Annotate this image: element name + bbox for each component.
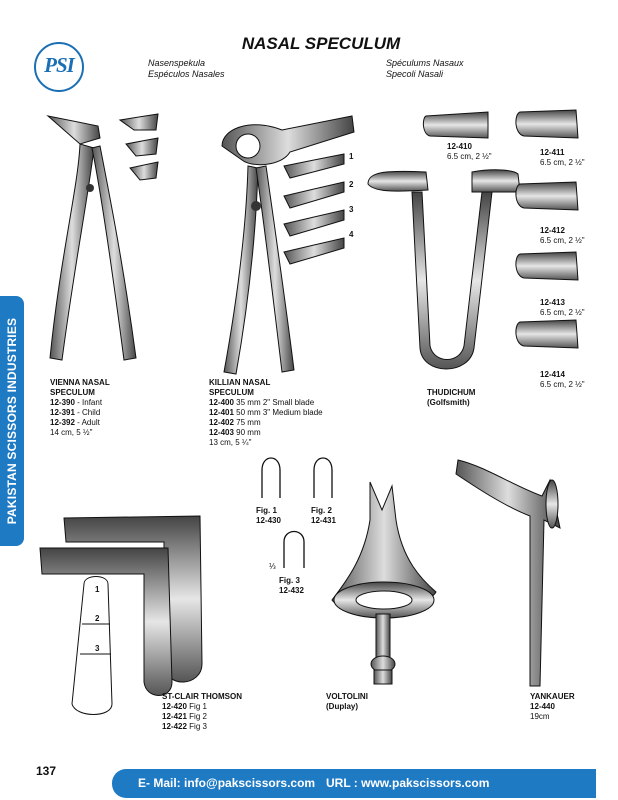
footer-url[interactable]: URL : www.pakscissors.com [326, 776, 490, 790]
vienna-item: 12-390 - Infant [50, 398, 103, 407]
stclair-name: ST-CLAIR THOMSON [162, 692, 242, 701]
fig1-label: Fig. 1 12-430 [256, 506, 281, 525]
translation-german: Nasenspekula [148, 58, 206, 68]
stclair-item: 12-421 Fig 2 [162, 712, 207, 721]
translations-right [386, 58, 464, 80]
thudichum-blade-label: 12-411 6.5 cm, 2 ½" [540, 148, 585, 167]
stclair-item: 12-422 Fig 3 [162, 722, 207, 731]
thudichum-blade-label: 12-412 6.5 cm, 2 ½" [540, 226, 585, 245]
translation-spanish: Espéculos Nasales [148, 69, 225, 79]
thudichum-name: THUDICHUM [427, 388, 476, 397]
fig2-label: Fig. 2 12-431 [311, 506, 336, 525]
page-number: 137 [36, 764, 57, 778]
vienna-size: 14 cm, 5 ½" [50, 428, 93, 437]
killian-name-2: SPECULUM [209, 388, 254, 397]
killian-blade-number: 2 [349, 180, 354, 189]
translations-left [148, 58, 225, 80]
thudichum-label [427, 388, 475, 408]
yankauer-illustration [454, 456, 564, 696]
thudichum-sub: (Golfsmith) [427, 398, 470, 407]
vienna-label [50, 378, 110, 438]
killian-size: 13 cm, 5 ¼" [209, 438, 252, 447]
thudichum-blade-label: 12-414 6.5 cm, 2 ½" [540, 370, 585, 389]
killian-item: 12-403 90 mm [209, 428, 261, 437]
killian-blade-number: 3 [349, 205, 354, 214]
vienna-name-1: VIENNA NASAL [50, 378, 110, 387]
page-title: NASAL SPECULUM [241, 34, 401, 53]
stclair-item: 12-420 Fig 1 [162, 702, 207, 711]
footer-email[interactable]: E- Mail: info@pakscissors.com [138, 776, 316, 790]
stclair-label [162, 692, 242, 732]
logo-text: PSI [44, 53, 74, 77]
voltolini-sub: (Duplay) [326, 702, 358, 711]
side-banner-text: PAKISTAN SCISSORS INDUSTRIES [5, 317, 19, 525]
yankauer-code: 12-440 [530, 702, 555, 711]
footer [0, 769, 618, 800]
stclair-illustration [36, 514, 206, 720]
footer-bar [112, 769, 596, 798]
yankauer-label [530, 692, 575, 722]
voltolini-illustration [326, 480, 442, 692]
side-banner [0, 296, 24, 546]
vienna-name-2: SPECULUM [50, 388, 95, 397]
killian-blade-number: 4 [349, 230, 354, 239]
voltolini-name: VOLTOLINI [326, 692, 368, 701]
voltolini-label [326, 692, 368, 712]
yankauer-name: YANKAUER [530, 692, 575, 701]
thudichum-blade-label: 12-413 6.5 cm, 2 ½" [540, 298, 585, 317]
fig-scale-mark: ⅓ [269, 562, 276, 571]
stclair-fig-number: 3 [95, 644, 100, 653]
translation-french: Spéculums Nasaux [386, 58, 464, 68]
vienna-speculum-illustration [40, 108, 170, 378]
fig3-label: Fig. 3 12-432 [279, 576, 304, 595]
killian-blade-number: 1 [349, 152, 354, 161]
killian-name-1: KILLIAN NASAL [209, 378, 271, 387]
stclair-fig-number: 2 [95, 614, 100, 623]
killian-label [209, 378, 323, 448]
killian-item: 12-401 50 mm 3" Medium blade [209, 408, 323, 417]
killian-item: 12-402 75 mm [209, 418, 261, 427]
vienna-item: 12-391 - Child [50, 408, 101, 417]
stclair-fig-number: 1 [95, 585, 100, 594]
translation-italian: Specoli Nasali [386, 69, 444, 79]
killian-speculum-illustration [212, 116, 362, 378]
killian-item: 12-400 35 mm 2" Small blade [209, 398, 315, 407]
thudichum-blade-label: 12-410 6.5 cm, 2 ½" [447, 142, 492, 161]
vienna-item: 12-392 - Adult [50, 418, 100, 427]
yankauer-size: 19cm [530, 712, 550, 721]
